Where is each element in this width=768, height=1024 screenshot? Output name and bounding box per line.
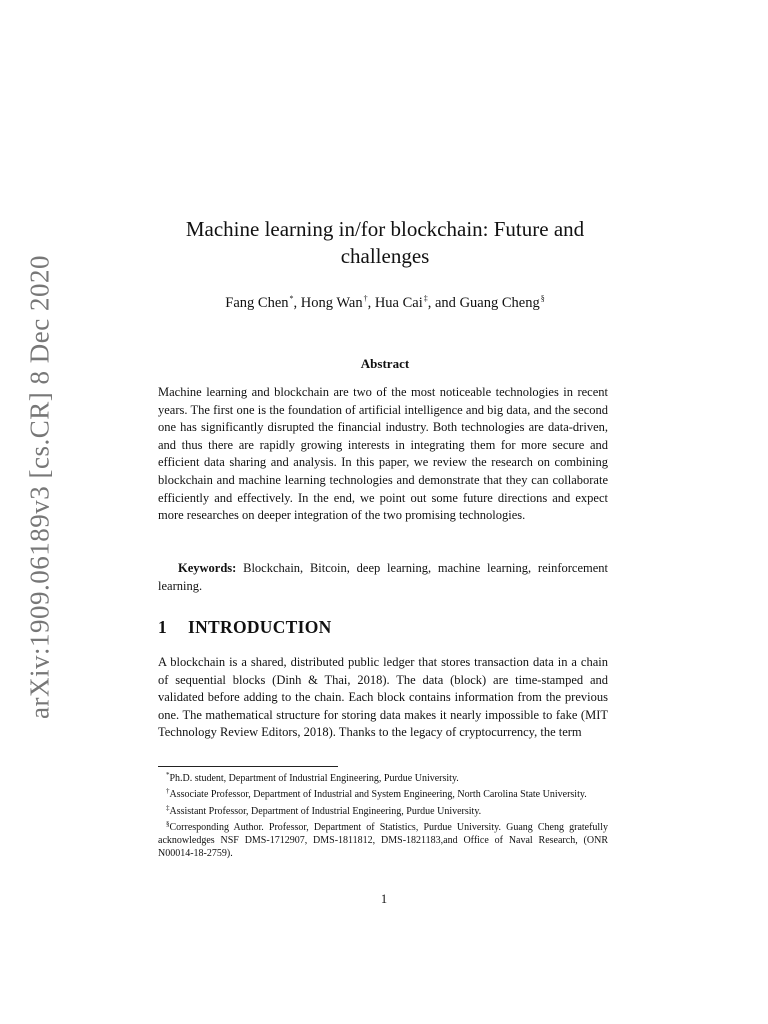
paper-title	[160, 216, 610, 270]
footnote-marker[interactable]: *	[289, 294, 294, 303]
author-separator: ,	[367, 295, 375, 311]
section-heading-introduction	[158, 617, 332, 638]
footnote-marker[interactable]: †	[363, 294, 368, 303]
keywords-paragraph	[158, 560, 608, 595]
author-name: Hua Cai	[374, 295, 423, 311]
footnote-divider	[158, 766, 338, 767]
footnote-mark: *	[166, 771, 170, 779]
footnote-mark: †	[166, 787, 170, 796]
author-list	[160, 290, 610, 312]
keywords-label: Keywords:	[178, 561, 237, 575]
author-name: Guang Cheng	[459, 295, 540, 311]
footnote-mark: §	[166, 819, 170, 828]
introduction-body: A blockchain is a shared, distributed public ledger that stores transaction data in a chain of sequential blocks (Dinh & Thai, 2018). The data (block) are time-stamped and validated before adding to the chain. Each block contains information from the previous one. The mathematical structure for storing data makes it nearly impossible to fake (MIT Technology Review Editors, 2018). Thanks to the legacy of cryptocurrency, the term	[158, 655, 608, 740]
footnote-marker[interactable]: §	[540, 294, 545, 303]
abstract-heading: Abstract	[360, 356, 410, 371]
footnote-mark: ‡	[166, 803, 170, 812]
author-separator: ,	[293, 295, 301, 311]
arxiv-identifier-stamp: arXiv:1909.06189v3 [cs.CR] 8 Dec 2020	[24, 255, 55, 719]
footnote-text: Ph.D. student, Department of Industrial Engineering, Purdue University.	[169, 773, 459, 784]
section-number: 1	[158, 617, 168, 637]
footnote-item	[158, 802, 608, 818]
author-name: Fang Chen	[225, 295, 289, 311]
footnote-text: Corresponding Author. Professor, Department of Statistics, Purdue University. Guang Cheng gratefully acknowledges NSF DMS-1712907, DMS-1811812, DMS-1821183,and Office of Naval Research, (ONR N00014-18-2759).	[158, 821, 608, 860]
keywords-text: Blockchain, Bitcoin, deep learning, machine learning, reinforcement learning.	[158, 561, 609, 593]
footnote-item	[158, 769, 608, 785]
paper-title-line-2: challenges	[340, 244, 430, 268]
footnote-marker[interactable]: ‡	[423, 294, 428, 303]
abstract-body: Machine learning and blockchain are two of the most noticeable technologies in recent years. The first one is the foundation of artificial intelligence and big data, and the second one has significantly disrupted the financial industry. Both technologies are data-driven, and thus there are rapidly growing interests in integrating them for more secure and efficient data sharing and analysis. In this paper, we review the research on combining blockchain and machine learning technologies and demonstrate that they can collaborate efficiently and effectively. In the end, we point out some future directions and expect more researches on deeper integration of the two promising technologies.	[158, 385, 608, 523]
author-name: Hong Wan	[300, 295, 363, 311]
paper-title-line-1: Machine learning in/for blockchain: Future and	[185, 217, 585, 241]
footnotes	[158, 769, 608, 861]
footnote-text: Associate Professor, Department of Industrial and System Engineering, North Carolina State University.	[169, 789, 587, 801]
page-number: 1	[380, 892, 388, 906]
author-separator: , and	[427, 295, 460, 311]
section-title: INTRODUCTION	[188, 617, 332, 637]
footnote-text: Assistant Professor, Department of Industrial Engineering, Purdue University.	[169, 805, 482, 817]
footnote-item	[158, 785, 608, 801]
footnote-item	[158, 818, 608, 861]
